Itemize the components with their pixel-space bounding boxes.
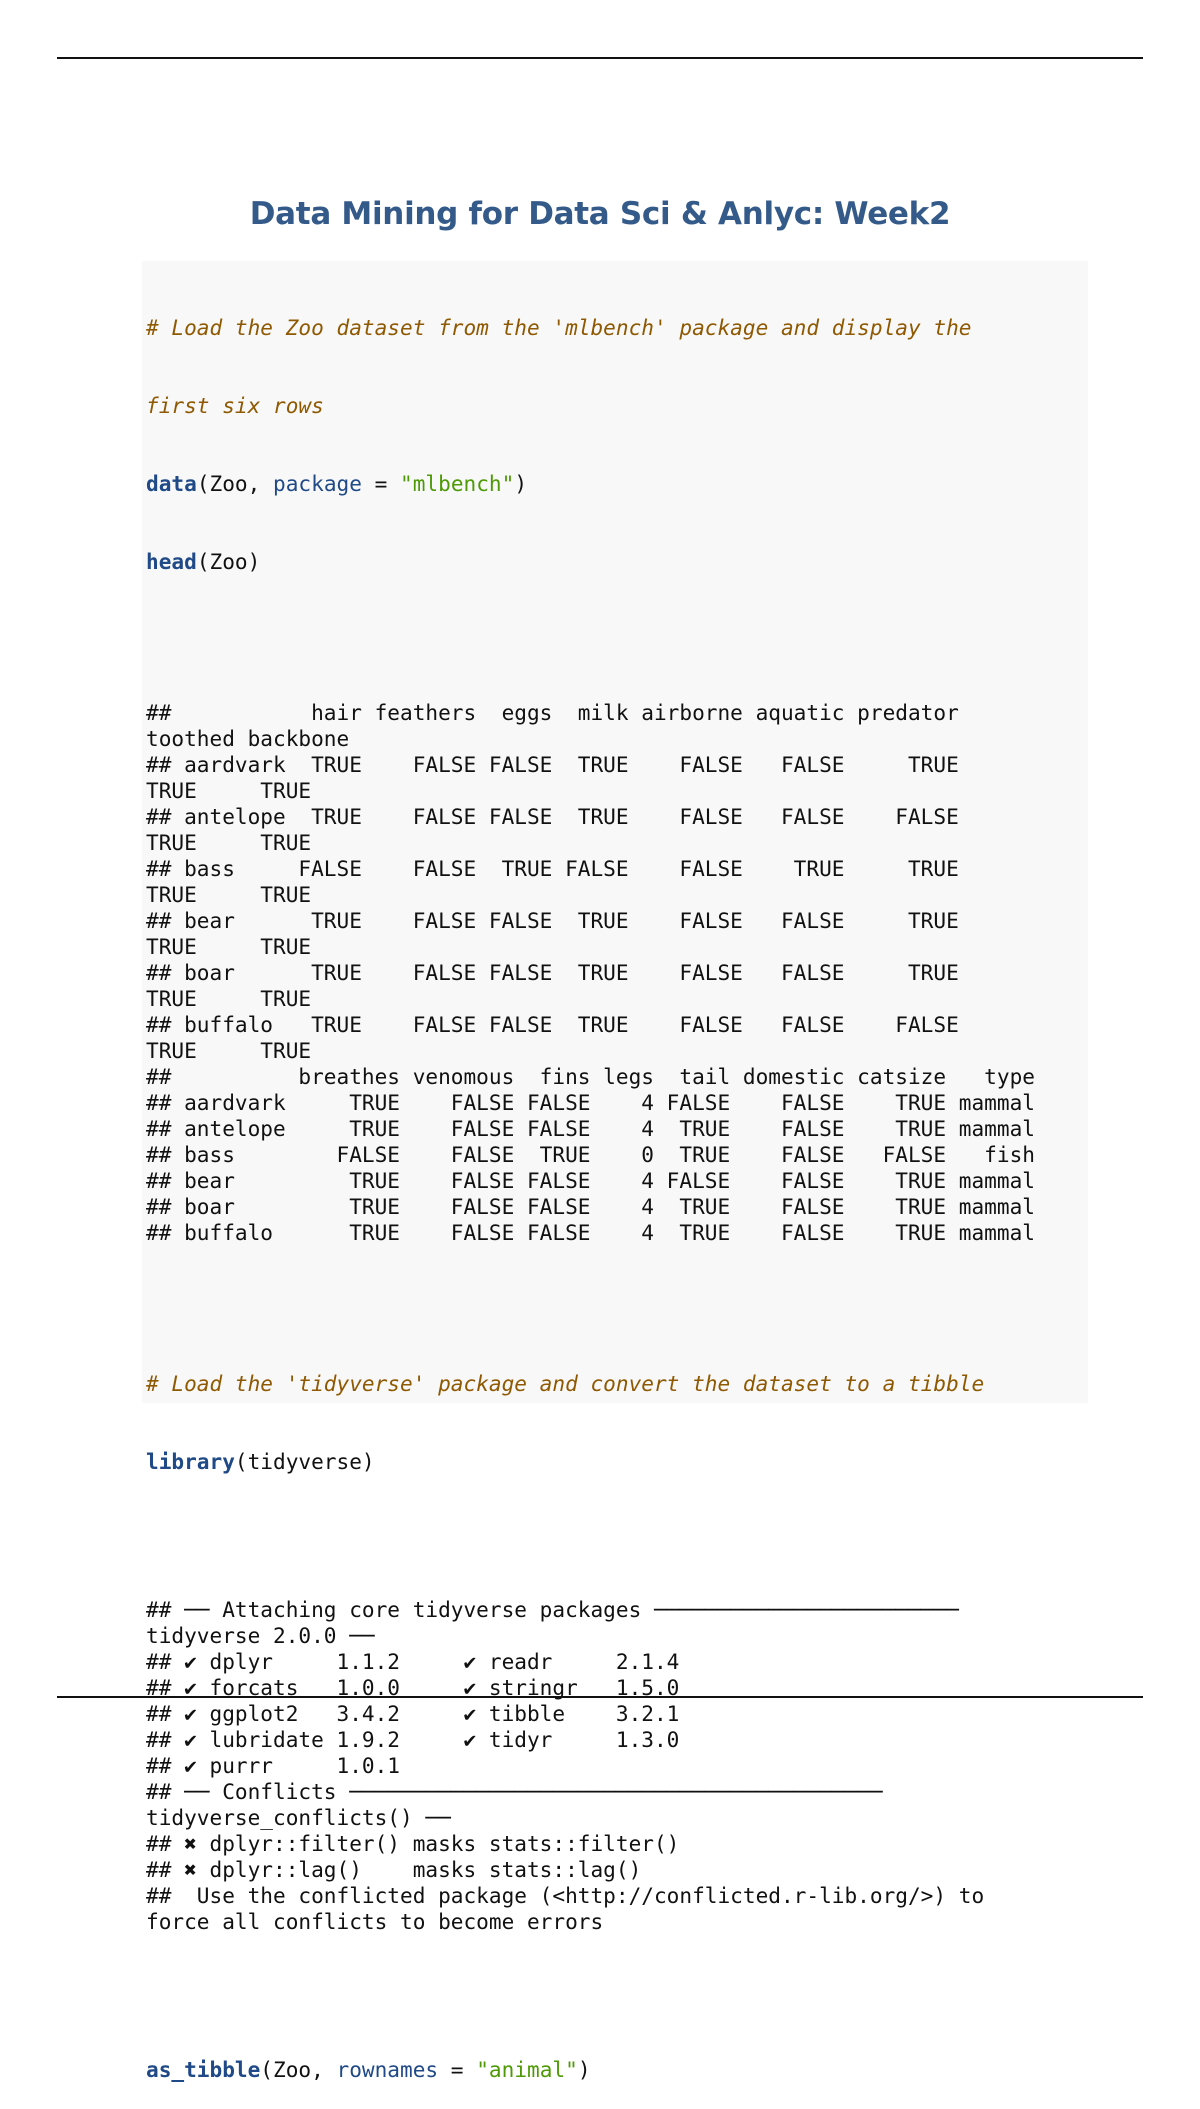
code-line-library	[146, 1449, 1086, 1475]
code-text: =	[361, 471, 401, 496]
output-line: ## ✔ lubridate 1.9.2 ✔ tidyr 1.3.0	[146, 1727, 680, 1752]
code-text: =	[438, 2057, 477, 2082]
output-line: ## antelope TRUE FALSE FALSE TRUE FALSE FALSE FALSE	[146, 804, 959, 829]
output-line: ## ✖ dplyr::lag() masks stats::lag()	[146, 1857, 642, 1882]
output-line: ## Use the conflicted package (<http://conflicted.r-lib.org/>) to	[146, 1883, 985, 1908]
output-line: TRUE TRUE	[146, 986, 312, 1011]
output-line: ## breathes venomous fins legs tail domestic catsize type	[146, 1064, 1035, 1089]
output-line: ## bear TRUE FALSE FALSE TRUE FALSE FALSE TRUE	[146, 908, 959, 933]
output-line: toothed backbone	[146, 726, 350, 751]
output-line: ## bass FALSE FALSE TRUE FALSE FALSE TRUE TRUE	[146, 856, 959, 881]
output-line: TRUE TRUE	[146, 778, 312, 803]
output-line: ## ✔ ggplot2 3.4.2 ✔ tibble 3.2.1	[146, 1701, 680, 1726]
output-line: ## ✔ forcats 1.0.0 ✔ stringr 1.5.0	[146, 1675, 680, 1700]
function-name: data	[146, 471, 197, 496]
output-line: TRUE TRUE	[146, 1038, 312, 1063]
function-name: as_tibble	[146, 2057, 261, 2082]
argument-name: package	[273, 471, 362, 496]
console-output-head	[146, 700, 1086, 1246]
function-name: library	[146, 1449, 235, 1474]
code-block	[146, 263, 1086, 2109]
output-line: TRUE TRUE	[146, 830, 312, 855]
code-comment: # Load the Zoo dataset from the 'mlbench' package and display the	[146, 315, 972, 340]
header-rule	[57, 57, 1143, 59]
output-line: ## ── Conflicts ──────────────────────────────────────────	[146, 1779, 883, 1804]
code-text: (Zoo)	[196, 549, 261, 574]
string-literal: "mlbench"	[400, 471, 515, 496]
output-line: ## ✖ dplyr::filter() masks stats::filter()	[146, 1831, 680, 1856]
output-line: ## boar TRUE FALSE FALSE 4 TRUE FALSE TRUE mammal	[146, 1194, 1035, 1219]
output-line: ## buffalo TRUE FALSE FALSE TRUE FALSE FALSE FALSE	[146, 1012, 959, 1037]
output-line: ## ✔ purrr 1.0.1	[146, 1753, 400, 1778]
footer-rule	[57, 1696, 1143, 1698]
output-line: ## bear TRUE FALSE FALSE 4 FALSE FALSE TRUE mammal	[146, 1168, 1035, 1193]
string-literal: "animal"	[476, 2057, 578, 2082]
code-text: )	[577, 2057, 591, 2082]
output-line: tidyverse_conflicts() ──	[146, 1805, 451, 1830]
output-line: TRUE TRUE	[146, 934, 312, 959]
output-line: ## ✔ dplyr 1.1.2 ✔ readr 2.1.4	[146, 1649, 680, 1674]
code-comment: first six rows	[146, 393, 324, 418]
output-line: ## bass FALSE FALSE TRUE 0 TRUE FALSE FALSE fish	[146, 1142, 1035, 1167]
code-comment: # Load the 'tidyverse' package and convert the dataset to a tibble	[146, 1371, 985, 1396]
code-text: )	[514, 471, 528, 496]
code-line-head	[146, 549, 1086, 575]
code-text: (Zoo,	[260, 2057, 337, 2082]
output-line: ## ── Attaching core tidyverse packages ────────────────────────	[146, 1597, 959, 1622]
output-line: ## antelope TRUE FALSE FALSE 4 TRUE FALSE TRUE mammal	[146, 1116, 1035, 1141]
code-line-as-tibble	[146, 2057, 1086, 2083]
output-line: ## buffalo TRUE FALSE FALSE 4 TRUE FALSE TRUE mammal	[146, 1220, 1035, 1245]
output-line: ## boar TRUE FALSE FALSE TRUE FALSE FALSE TRUE	[146, 960, 959, 985]
output-line: ## aardvark TRUE FALSE FALSE TRUE FALSE FALSE TRUE	[146, 752, 959, 777]
code-text: (Zoo,	[196, 471, 274, 496]
code-text: (tidyverse)	[234, 1449, 375, 1474]
document-title: Data Mining for Data Sci & Anlyc: Week2	[249, 196, 951, 232]
output-line: ## aardvark TRUE FALSE FALSE 4 FALSE FALSE TRUE mammal	[146, 1090, 1035, 1115]
code-line-data	[146, 471, 1086, 497]
output-line: force all conflicts to become errors	[146, 1909, 604, 1934]
function-name: head	[146, 549, 197, 574]
output-line: tidyverse 2.0.0 ──	[146, 1623, 375, 1648]
output-line: TRUE TRUE	[146, 882, 312, 907]
output-line: ## hair feathers eggs milk airborne aquatic predator	[146, 700, 959, 725]
console-output-library	[146, 1597, 1086, 1935]
argument-name: rownames	[336, 2057, 439, 2082]
